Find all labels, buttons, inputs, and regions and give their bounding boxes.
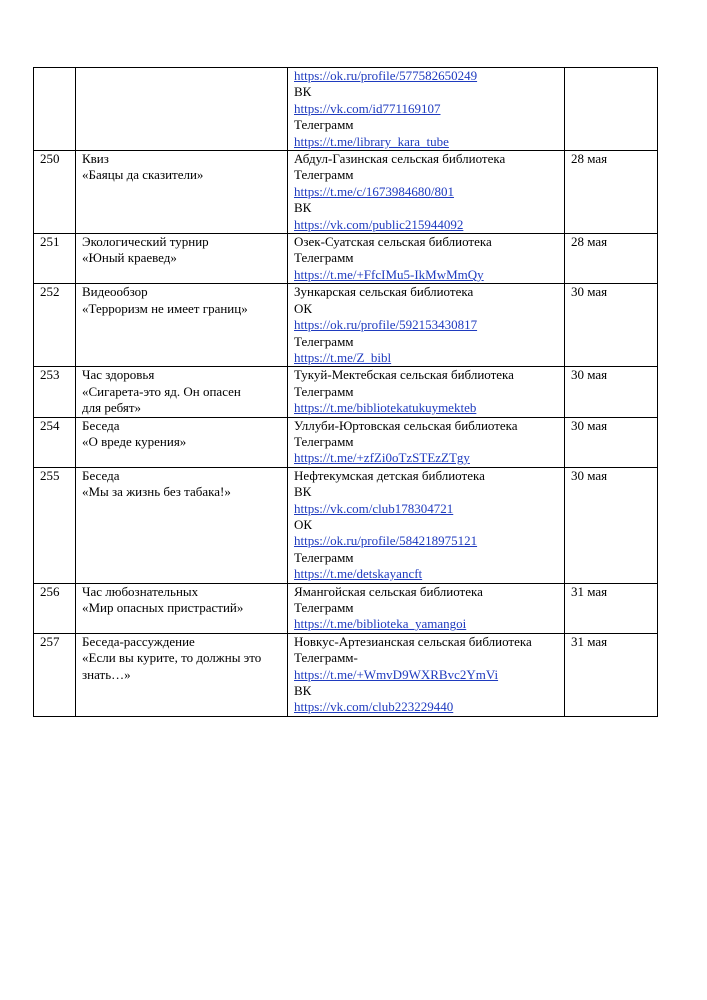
event-line: «Баяцы да сказители» [82,167,204,183]
event-line: «Мир опасных пристрастий» [82,600,244,615]
resource-link[interactable]: https://t.me/+FfcIMu5-IkMwMmQy [294,266,484,282]
row-number: 252 [34,284,76,367]
event-line: Беседа [82,467,120,483]
place-text: ВК [294,683,312,699]
date-cell: 28 мая [565,151,658,234]
place-text: Телеграмм- [294,650,358,666]
link-line [294,134,559,150]
resource-link[interactable]: https://t.me/bibliotekatukuymekteb [294,400,477,416]
event-line: Экологический турнир [82,234,209,250]
date-cell: 30 мая [565,284,658,367]
table-row [34,284,658,367]
link-line [294,699,559,715]
row-number: 251 [34,234,76,284]
place-text: Абдул-Газинская сельская библиотека [294,151,506,167]
table-row [34,367,658,417]
place-text: ОК [294,300,313,316]
place-text: Телеграмм [294,549,354,565]
resource-link[interactable]: https://vk.com/public215944092 [294,216,464,232]
date-cell: 31 мая [565,633,658,716]
table-row [34,68,658,151]
resource-link[interactable]: https://t.me/library_kara_tube [294,133,449,149]
resource-link[interactable]: https://t.me/Z_bibl [294,349,392,365]
link-line [294,217,559,233]
link-line [294,267,559,283]
event-cell [76,417,288,467]
date-cell [565,68,658,151]
row-number: 256 [34,583,76,633]
place-text: Телеграмм [294,333,354,349]
event-cell [76,68,288,151]
link-line [294,400,559,416]
resource-link[interactable]: https://t.me/biblioteka_yamangoi [294,616,467,632]
table-row [34,417,658,467]
link-line [294,317,559,333]
place-text: Уллуби-Юртовская сельская библиотека [294,417,518,433]
date-cell: 30 мая [565,417,658,467]
table-row [34,234,658,284]
event-line: «Сигарета-это яд. Он опасен [82,383,241,399]
place-text: Телеграмм [294,117,354,133]
resource-link[interactable]: https://vk.com/club223229440 [294,699,454,715]
place-cell [288,633,565,716]
date-cell: 30 мая [565,367,658,417]
link-line [294,450,559,466]
event-line: для ребят» [82,400,142,416]
table-row [34,151,658,234]
events-table-body [34,68,658,717]
resource-link[interactable]: https://t.me/+WmvD9WXRBvc2YmVi [294,666,499,682]
place-text: Телеграмм [294,250,354,266]
event-cell [76,151,288,234]
place-cell [288,467,565,583]
place-text: Озек-Суатская сельская библиотека [294,234,492,250]
place-cell [288,583,565,633]
row-number [34,68,76,151]
event-line: Беседа [82,417,120,433]
event-line: Видеообзор [82,284,148,300]
link-line [294,350,559,366]
place-text: Новкус-Артезианская сельская библиотека [294,633,532,649]
event-cell [76,234,288,284]
link-line [294,616,559,632]
event-cell [76,284,288,367]
place-text: ОК [294,516,313,532]
link-line [294,184,559,200]
place-cell [288,284,565,367]
place-text: Зункарская сельская библиотека [294,284,474,300]
resource-link[interactable]: https://t.me/c/1673984680/801 [294,183,454,199]
event-cell [76,633,288,716]
place-text: ВК [294,200,312,216]
event-line: Беседа-рассуждение [82,633,195,649]
event-line: «Юный краевед» [82,250,177,266]
event-cell [76,583,288,633]
link-line [294,68,559,84]
place-cell [288,68,565,151]
date-cell: 30 мая [565,467,658,583]
resource-link[interactable]: https://t.me/+zfZi0oTzSTEzZTgy [294,450,470,466]
events-table [33,67,658,717]
place-text: Нефтекумская детская библиотека [294,467,485,483]
resource-link[interactable]: https://vk.com/club178304721 [294,500,454,516]
link-line [294,533,559,549]
resource-link[interactable]: https://t.me/detskayancft [294,566,423,582]
link-line [294,101,559,117]
row-number: 253 [34,367,76,417]
row-number: 250 [34,151,76,234]
event-line: «Терроризм не имеет границ» [82,300,248,316]
place-text: Телеграмм [294,383,354,399]
link-line [294,566,559,582]
resource-link[interactable]: https://ok.ru/profile/577582650249 [294,68,478,83]
event-line: знать…» [82,666,131,682]
row-number: 255 [34,467,76,583]
place-text: Телеграмм [294,600,354,615]
link-line [294,667,559,683]
link-line [294,501,559,517]
row-number: 254 [34,417,76,467]
resource-link[interactable]: https://ok.ru/profile/584218975121 [294,533,478,549]
place-text: ВК [294,484,312,500]
table-row [34,583,658,633]
event-cell [76,467,288,583]
place-text: Тукуй-Мектебская сельская библиотека [294,367,514,383]
place-cell [288,417,565,467]
event-line: Час любознательных [82,583,199,599]
date-cell: 31 мая [565,583,658,633]
row-number: 257 [34,633,76,716]
place-text: Ямангойская сельская библиотека [294,583,483,599]
event-line: Час здоровья [82,367,155,383]
table-row [34,467,658,583]
place-text: Телеграмм [294,433,354,449]
date-cell: 28 мая [565,234,658,284]
place-text: Телеграмм [294,167,354,183]
place-cell [288,367,565,417]
event-line: «О вреде курения» [82,433,187,449]
table-row [34,633,658,716]
event-line: «Мы за жизнь без табака!» [82,484,231,500]
place-cell [288,151,565,234]
place-cell [288,234,565,284]
resource-link[interactable]: https://vk.com/id771169107 [294,100,441,116]
place-text: ВК [294,84,312,100]
event-line: Квиз [82,151,109,167]
resource-link[interactable]: https://ok.ru/profile/592153430817 [294,317,478,333]
event-cell [76,367,288,417]
event-line: «Если вы курите, то должны это [82,650,262,666]
